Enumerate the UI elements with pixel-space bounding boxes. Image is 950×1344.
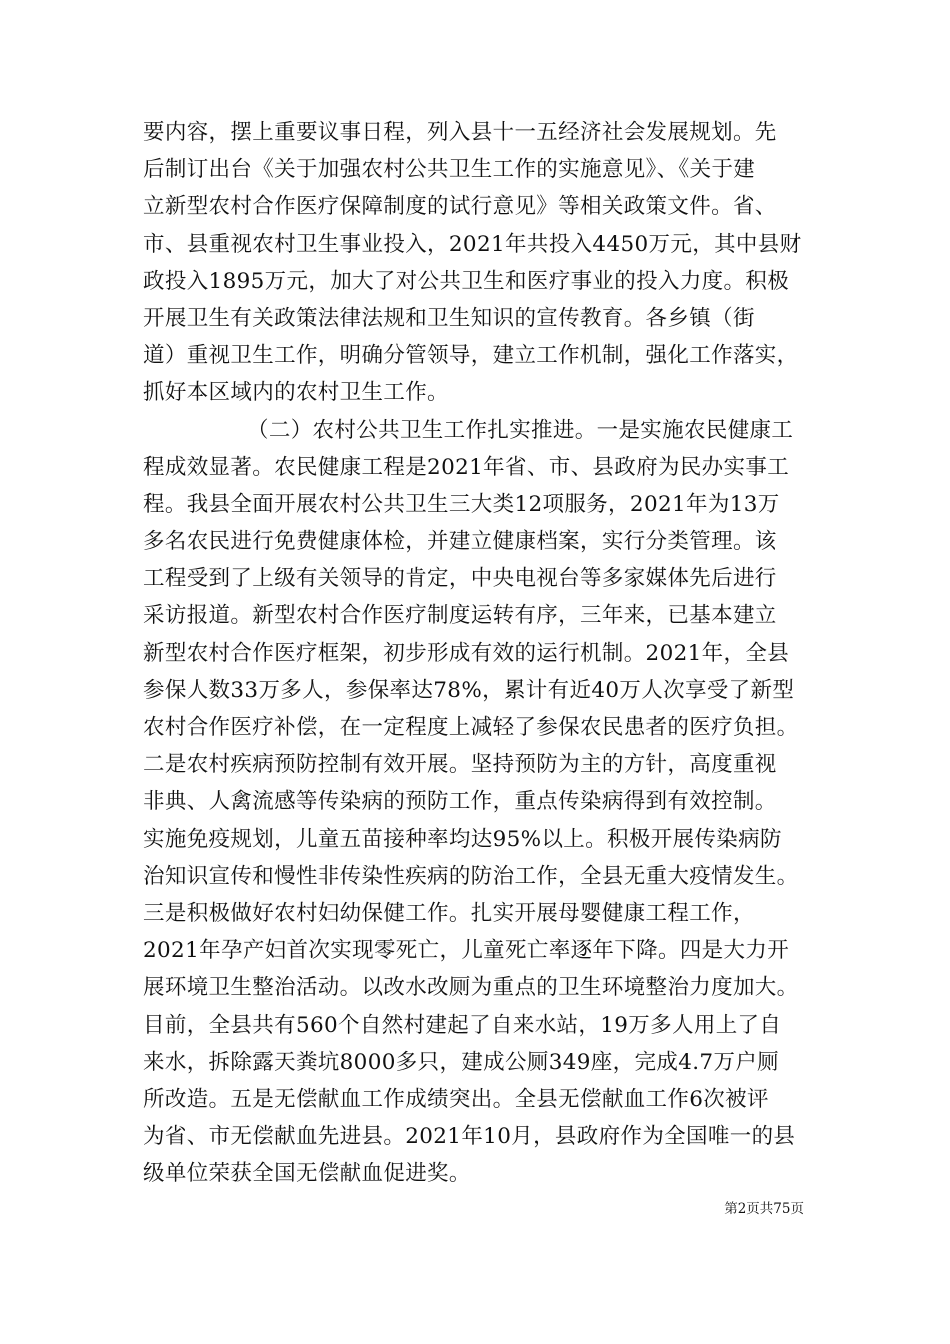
text-line: 市、县重视农村卫生事业投入，2021年共投入4450万元，其中县财 xyxy=(143,231,802,257)
page-number-footer: 第2页共75页 xyxy=(724,1201,804,1217)
text-line: 工程受到了上级有关领导的肯定，中央电视台等多家媒体先后进行 xyxy=(143,566,777,592)
text-line: 政投入1895万元，加大了对公共卫生和医疗事业的投入力度。积极 xyxy=(143,268,790,294)
text-line: 采访报道。新型农村合作医疗制度运转有序，三年来，已基本建立 xyxy=(143,603,777,629)
section-heading-line: （二）农村公共卫生工作扎实推进。一是实施农民健康工 xyxy=(247,417,794,443)
text-line: 程成效显著。农民健康工程是2021年省、市、县政府为民办实事工 xyxy=(143,454,790,480)
text-line: 实施免疫规划，儿童五苗接种率均达95%以上。积极开展传染病防 xyxy=(143,826,782,852)
text-line: 治知识宣传和慢性非传染性疾病的防治工作，全县无重大疫情发生。 xyxy=(143,863,799,889)
text-line: 道）重视卫生工作，明确分管领导，建立工作机制，强化工作落实， xyxy=(143,343,799,369)
text-line: 开展卫生有关政策法律法规和卫生知识的宣传教育。各乡镇（街 xyxy=(143,305,755,331)
text-line: 为省、市无偿献血先进县。2021年10月，县政府作为全国唯一的县 xyxy=(143,1124,796,1150)
text-line: 程。我县全面开展农村公共卫生三大类12项服务，2021年为13万 xyxy=(143,491,780,517)
text-line: 来水，拆除露天粪坑8000多只，建成公厕349座，完成4.7万户厕 xyxy=(143,1049,779,1075)
text-line: 非典、人禽流感等传染病的预防工作，重点传染病得到有效控制。 xyxy=(143,789,777,815)
text-line: 2021年孕产妇首次实现零死亡，儿童死亡率逐年下降。四是大力开 xyxy=(143,938,790,964)
text-line: 三是积极做好农村妇幼保健工作。扎实开展母婴健康工程工作， xyxy=(143,900,755,926)
text-line: 参保人数33万多人，参保率达78%，累计有近40万人次享受了新型 xyxy=(143,677,795,703)
text-line: 农村合作医疗补偿，在一定程度上减轻了参保农民患者的医疗负担。 xyxy=(143,715,799,740)
text-line: 所改造。五是无偿献血工作成绩突出。全县无偿献血工作6次被评 xyxy=(143,1086,769,1112)
text-line: 级单位荣获全国无偿献血促进奖。 xyxy=(143,1161,471,1187)
body-text xyxy=(143,114,833,1192)
text-line: 展环境卫生整治活动。以改水改厕为重点的卫生环境整治力度加大。 xyxy=(143,975,799,1001)
text-line: 新型农村合作医疗框架，初步形成有效的运行机制。2021年，全县 xyxy=(143,640,790,666)
text-line: 立新型农村合作医疗保障制度的试行意见》等相关政策文件。省、 xyxy=(143,194,777,220)
text-line: 要内容，摆上重要议事日程，列入县十一五经济社会发展规划。先 xyxy=(143,120,777,145)
text-line: 多名农民进行免费健康体检，并建立健康档案，实行分类管理。该 xyxy=(143,529,777,555)
text-line: 后制订出台《关于加强农村公共卫生工作的实施意见》、《关于建 xyxy=(143,157,756,183)
text-line: 二是农村疾病预防控制有效开展。坚持预防为主的方针，高度重视 xyxy=(143,752,777,778)
text-line: 抓好本区域内的农村卫生工作。 xyxy=(143,380,449,406)
text-line: 目前，全县共有560个自然村建起了自来水站，19万多人用上了自 xyxy=(143,1012,782,1038)
